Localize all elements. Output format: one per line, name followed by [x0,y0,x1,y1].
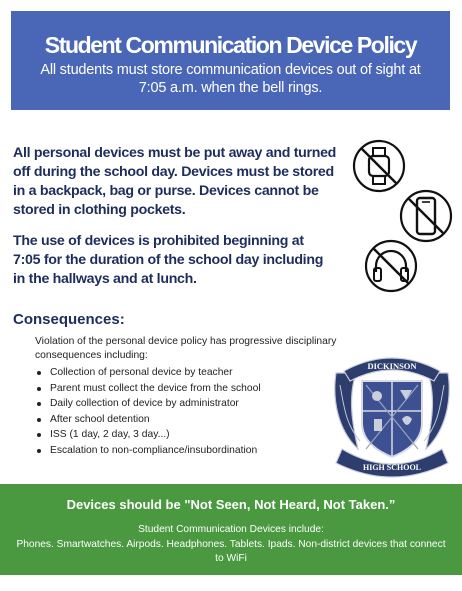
list-item: After school detention [36,412,261,428]
footer-device-list: Phones. Smartwatches. Airpods. Headphones. Tablets. Ipads. Non-district devices that connect to WiFi [16,539,446,564]
list-item: Collection of personal device by teacher [36,365,261,381]
no-headphones-icon [363,238,419,294]
intro-paragraph-prohibited: The use of devices is prohibited beginning at 7:05 for the duration of the school day including in the hallways and at lunch. [13,233,324,287]
consequences-list [36,365,261,458]
list-item: Daily collection of device by administrator [36,396,261,412]
page-title: Student Communication Device Policy [44,32,417,58]
crest-bottom-text: HIGH SCHOOL [362,463,422,472]
no-phone-icon [398,188,454,244]
page-subtitle: All students must store communication devices out of sight at 7:05 a.m. when the bell rings. [40,62,421,96]
footer-headline: Devices should be "Not Seen, Not Heard, Not Taken.” [66,497,396,512]
list-item: Escalation to non-compliance/insubordination [36,443,261,459]
list-item: Parent must collect the device from the school [36,381,261,397]
list-item: ISS (1 day, 2 day, 3 day...) [36,427,261,443]
crest-top-text: DICKINSON [367,361,417,371]
consequences-intro: Violation of the personal device policy has progressive disciplinary consequences including: [35,336,337,361]
header-banner [11,11,450,110]
footer-banner [0,484,462,575]
consequences-heading: Consequences: [13,311,125,328]
no-smartwatch-icon [351,138,407,194]
school-crest-logo [330,345,454,480]
footer-subhead: Student Communication Devices include: [138,524,324,535]
intro-paragraph-storage: All personal devices must be put away and turned off during the school day. Devices must be stored in a backpack, bag or purse. Devices cannot be stored in clothing pockets. [13,145,337,218]
